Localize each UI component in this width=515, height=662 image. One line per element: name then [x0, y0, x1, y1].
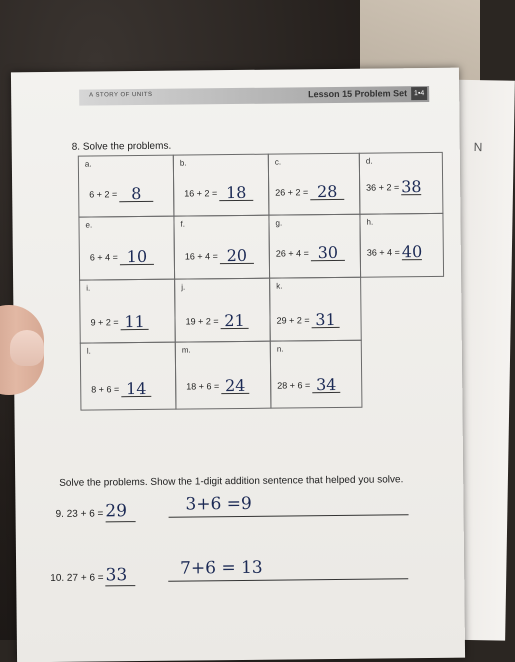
grid-cell-k — [269, 277, 362, 342]
worksheet-page — [11, 68, 465, 662]
answer: 18 — [225, 182, 247, 203]
answer: 30 — [317, 242, 339, 263]
instructions: Solve the problems. Show the 1-digit addition sentence that helped you solve. — [59, 474, 404, 489]
answer: 38 — [401, 177, 422, 197]
expression: 8 + 6 = — [91, 384, 120, 395]
answer: 10 — [126, 246, 148, 267]
cell-letter: h. — [366, 217, 374, 227]
grid-cell-m — [175, 341, 272, 410]
expression: 26 + 2 = — [275, 187, 309, 198]
grid-cell-f — [173, 215, 270, 280]
problem-9-work-line — [168, 514, 408, 518]
cell-equation — [185, 244, 254, 265]
cell-letter: j. — [181, 282, 186, 292]
cell-equation — [184, 181, 253, 202]
problem-10-answer: 33 — [105, 565, 128, 586]
cell-letter: b. — [179, 158, 187, 168]
grid-cell-g — [268, 214, 361, 279]
problem-9-work: 3+6 =9 — [185, 493, 252, 515]
cell-equation — [186, 374, 249, 395]
cell-letter: i. — [86, 283, 91, 293]
cell-letter: n. — [276, 344, 284, 354]
problem-8-title: 8. Solve the problems. — [71, 140, 172, 153]
problem-10-label: 10. 27 + 6 = — [50, 572, 104, 584]
expression: 16 + 4 = — [184, 251, 218, 262]
grid-cell-i — [79, 279, 176, 344]
grid-cell-e — [78, 216, 175, 281]
answer: 8 — [131, 184, 142, 204]
grid-cell-h — [359, 213, 444, 278]
brand-label: A STORY OF UNITS — [89, 91, 153, 99]
cell-equation — [366, 175, 422, 196]
thumbnail-nail — [10, 330, 44, 366]
cell-equation — [367, 240, 423, 261]
expression: 19 + 2 = — [185, 316, 219, 327]
cell-equation — [89, 182, 153, 203]
cell-letter: f. — [180, 219, 186, 229]
grid-cell-d — [359, 152, 444, 215]
expression: 36 + 4 = — [366, 247, 400, 258]
grid-cell-l — [80, 342, 177, 411]
problem-10-work: 7+6 = 13 — [180, 557, 263, 579]
answer: 40 — [401, 242, 423, 262]
cell-letter: k. — [276, 281, 283, 291]
problem-10 — [50, 557, 408, 587]
cell-letter: l. — [86, 346, 91, 356]
grid-cell-n — [270, 340, 363, 409]
problem-10-work-line — [168, 578, 408, 582]
answer: 28 — [316, 181, 338, 202]
expression: 16 + 2 = — [184, 188, 218, 199]
cell-equation — [185, 309, 248, 330]
cell-letter: c. — [274, 157, 282, 167]
grid-cell-j — [174, 278, 271, 343]
expression: 28 + 6 = — [277, 380, 311, 391]
cell-equation — [90, 310, 148, 331]
cell-equation — [277, 373, 340, 394]
lesson-tag: 1•4 — [411, 87, 427, 100]
cell-letter: m. — [181, 345, 191, 355]
cell-letter: d. — [365, 156, 373, 166]
cell-equation — [90, 245, 154, 266]
cell-letter: a. — [84, 159, 92, 169]
cell-equation — [91, 377, 151, 398]
answer: 24 — [224, 375, 246, 396]
grid-cell-b — [173, 154, 270, 217]
answer: 21 — [224, 310, 245, 331]
expression: 29 + 2 = — [276, 315, 310, 326]
answer: 34 — [315, 374, 337, 395]
expression: 18 + 6 = — [186, 381, 220, 392]
cell-equation — [276, 241, 345, 262]
answer: 11 — [124, 311, 145, 332]
expression: 36 + 2 = — [366, 182, 400, 193]
expression: 6 + 4 = — [89, 252, 118, 263]
answer: 31 — [315, 309, 336, 330]
problem-9 — [55, 493, 408, 523]
lesson-title: Lesson 15 Problem Set — [308, 88, 408, 100]
cell-letter: e. — [85, 220, 93, 230]
problem-9-answer: 29 — [105, 501, 128, 522]
underlying-page-text: N — [473, 140, 483, 155]
expression: 26 + 4 = — [275, 248, 309, 259]
grid-cell-a — [78, 155, 175, 218]
page-header — [79, 86, 429, 106]
expression: 6 + 2 = — [89, 189, 118, 200]
problem-9-label: 9. 23 + 6 = — [55, 508, 104, 520]
cell-equation — [275, 180, 344, 201]
cell-letter: g. — [275, 218, 283, 228]
answer: 14 — [125, 378, 147, 399]
grid-cell-c — [268, 153, 361, 216]
expression: 9 + 2 = — [90, 317, 119, 328]
answer: 20 — [226, 245, 248, 266]
cell-equation — [276, 308, 339, 329]
